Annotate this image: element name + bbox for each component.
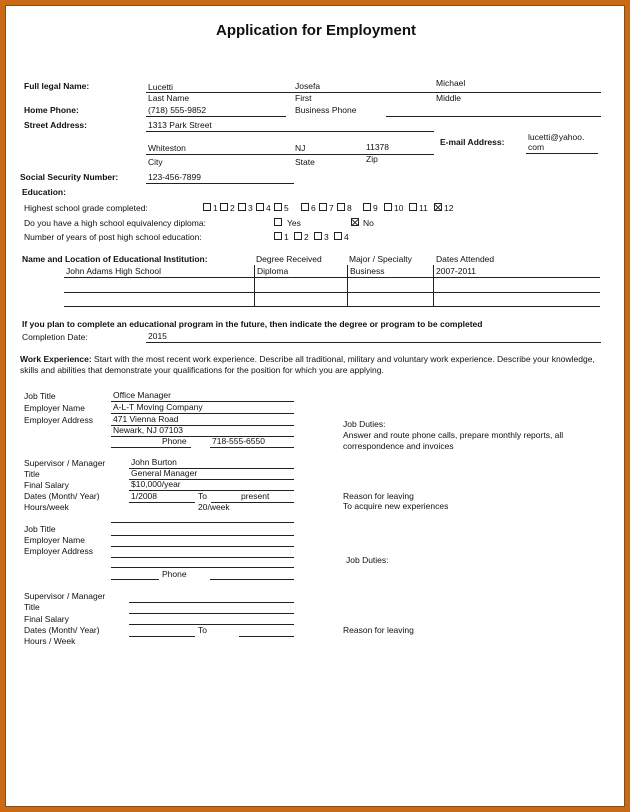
middle-name-value[interactable]: Michael [436,78,466,88]
grade-2-checkbox[interactable] [220,203,228,211]
street-line [146,131,434,132]
job1-address-line-2 [111,436,294,437]
edu-row1-dates[interactable]: 2007-2011 [436,266,477,276]
zip-value[interactable]: 11378 [366,142,390,152]
job2-employer-name-label: Employer Name [24,535,85,545]
job1-address-1[interactable]: 471 Vienna Road [113,414,179,424]
hs-yes-label: Yes [287,218,301,228]
job1-date-from-line [129,502,195,503]
job2-phone-label: Phone [162,569,187,579]
job1-phone-line-right [210,447,294,448]
work-intro-heading: Work Experience: [20,354,92,364]
job2-title-line[interactable] [111,535,294,536]
email-line [526,153,598,154]
job1-reason-label: Reason for leaving [343,491,414,501]
job2-supervisor-line[interactable] [129,602,294,603]
post-hs-label: Number of years of post high school education: [24,232,202,242]
business-phone-label: Business Phone [295,105,357,115]
hs-yes-checkbox[interactable] [274,218,282,226]
completion-value[interactable]: 2015 [148,331,167,341]
grade-5-checkbox[interactable] [274,203,282,211]
city-value[interactable]: Whiteston [148,143,186,153]
edu-row-line-2 [64,292,600,293]
grade-9-checkbox[interactable] [363,203,371,211]
street-label: Street Address: [24,120,87,130]
post-2-label: 2 [304,232,309,242]
edu-row-line-3 [64,306,600,307]
grade-3-label: 3 [248,203,253,213]
job1-supervisor-label: Supervisor / Manager [24,458,106,468]
post-3-label: 3 [324,232,329,242]
edu-col-divider-1 [254,265,255,307]
email-value-1[interactable]: lucetti@yahoo. [528,132,585,142]
job2-date-from-line[interactable] [129,636,195,637]
job1-salary-label: Final Salary [24,480,69,490]
post-4-label: 4 [344,232,349,242]
first-name-label: First [295,93,312,103]
grade-11-checkbox[interactable] [409,203,417,211]
job2-phone-line-right[interactable] [210,579,294,580]
job2-hours-label: Hours / Week [24,636,76,646]
job2-title-label: Job Title [24,524,56,534]
job1-employer-address-label: Employer Address [24,415,93,425]
job1-employer-name-value[interactable]: A-L-T Moving Company [113,402,203,412]
grade-6-label: 6 [311,203,316,213]
job2-employer-name-line[interactable] [111,546,294,547]
home-phone-label: Home Phone: [24,105,79,115]
work-intro-text: Start with the most recent work experience. Describe all traditional, military and voluntary work experience. Describe your knowledge, skills and abilities that demonstrate your qualifications for the position for which you are applying. [20,354,595,375]
business-phone-line[interactable] [386,116,601,117]
job1-dates-label: Dates (Month/ Year) [24,491,100,501]
edu-col-institution: Name and Location of Educational Institution: [22,254,208,264]
street-value[interactable]: 1313 Park Street [148,120,212,130]
application-form [5,5,625,807]
grade-9-label: 9 [373,203,378,213]
grade-1-label: 1 [213,203,218,213]
job1-reason-value[interactable]: To acquire new experiences [343,501,449,511]
work-intro [20,354,610,376]
grade-4-checkbox[interactable] [256,203,264,211]
home-phone-line [146,116,286,117]
ssn-label: Social Security Number: [20,172,119,182]
grade-12-checkbox-checked[interactable] [434,203,442,211]
edu-col-dates: Dates Attended [436,254,495,264]
edu-row1-degree[interactable]: Diploma [257,266,289,276]
job2-salary-label: Final Salary [24,614,69,624]
zip-label: Zip [366,154,378,164]
future-program-text: If you plan to complete an educational program in the future, then indicate the degree or program to be completed [22,319,483,329]
education-heading: Education: [22,187,66,197]
edu-col-divider-3 [433,265,434,307]
grade-label: Highest school grade completed: [24,203,148,213]
edu-row1-institution[interactable]: John Adams High School [66,266,161,276]
form-title: Application for Employment [215,22,416,39]
city-label: City [148,157,163,167]
grade-12-label: 12 [444,203,454,213]
job1-title-value[interactable]: Office Manager [113,390,171,400]
grade-1-checkbox[interactable] [203,203,211,211]
home-phone-value[interactable]: (718) 555-9852 [148,105,207,115]
grade-6-checkbox[interactable] [301,203,309,211]
grade-4-label: 4 [266,203,271,213]
edu-col-major: Major / Specialty [349,254,412,264]
job1-salary-value[interactable]: $10,000/year [131,479,181,489]
job1-phone-label: Phone [162,436,187,446]
grade-10-checkbox[interactable] [384,203,392,211]
hs-no-label: No [363,218,374,228]
ssn-value[interactable]: 123-456-7899 [148,172,201,182]
state-label: State [295,157,315,167]
job1-duties-label: Job Duties: [343,419,386,429]
grade-3-checkbox[interactable] [238,203,246,211]
job2-reason-label: Reason for leaving [343,625,414,635]
job1-supervisor-value[interactable]: John Burton [131,457,177,467]
completion-label: Completion Date: [22,332,88,342]
edu-row1-major[interactable]: Business [350,266,385,276]
grade-7-label: 7 [329,203,334,213]
edu-col-degree: Degree Received [256,254,322,264]
job1-hours-value[interactable]: 20/week [198,502,230,512]
post-1-label: 1 [284,232,289,242]
job2-dates-label: Dates (Month/ Year) [24,625,100,635]
email-label: E-mail Address: [440,137,505,147]
job2-phone-line-left [111,579,159,580]
edu-col-divider-2 [347,265,348,307]
job1-title-label: Job Title [24,391,56,401]
post-3-checkbox[interactable] [314,232,322,240]
job2-duties-label: Job Duties: [346,555,389,565]
job1-phone-line-left [111,447,191,448]
job1-hours-label: Hours/week [24,502,69,512]
job2-to-label: To [198,625,207,635]
job1-address-2[interactable]: Newark, NJ 07103 [113,425,183,435]
post-2-checkbox[interactable] [294,232,302,240]
grade-2-label: 2 [230,203,235,213]
name-line [146,92,601,93]
full-name-label: Full legal Name: [24,81,90,91]
job1-to-label: To [198,491,207,501]
job1-sup-title-label: Title [24,469,40,479]
job1-employer-name-label: Employer Name [24,403,85,413]
job2-salary-line[interactable] [129,624,294,625]
hs-diploma-label: Do you have a high school equivalency diploma: [24,218,206,228]
grade-7-checkbox[interactable] [319,203,327,211]
grade-10-label: 10 [394,203,404,213]
completion-line [146,342,601,343]
job2-top-line [111,522,294,523]
job2-date-to-line[interactable] [239,636,294,637]
grade-8-label: 8 [347,203,352,213]
last-name-label: Last Name [148,93,190,103]
post-1-checkbox[interactable] [274,232,282,240]
city-line [146,154,434,155]
job2-sup-title-line[interactable] [129,613,294,614]
job2-supervisor-label: Supervisor / Manager [24,591,106,601]
first-name-value[interactable]: Josefa [295,81,321,91]
email-value-2[interactable]: com [528,142,545,152]
last-name-value[interactable]: Lucetti [148,82,174,92]
job2-sup-title-label: Title [24,602,40,612]
grade-8-checkbox[interactable] [337,203,345,211]
edu-row-line-1 [64,277,600,278]
post-4-checkbox[interactable] [334,232,342,240]
hs-no-checkbox-checked[interactable] [351,218,359,226]
ssn-line [146,183,294,184]
job1-date-from[interactable]: 1/2008 [131,491,157,501]
job1-date-to[interactable]: present [241,491,270,501]
job1-phone-value[interactable]: 718-555-6550 [212,436,265,446]
job1-sup-title-value[interactable]: General Manager [131,468,198,478]
grade-5-label: 5 [284,203,289,213]
job2-address-line-2[interactable] [111,567,294,568]
state-value[interactable]: NJ [295,143,306,153]
job2-address-line-1[interactable] [111,557,294,558]
job1-duties-value[interactable]: Answer and route phone calls, prepare monthly reports, all correspondence and invoices [343,430,564,451]
job2-employer-address-label: Employer Address [24,546,93,556]
grade-11-label: 11 [419,203,428,213]
middle-name-label: Middle [436,93,462,103]
